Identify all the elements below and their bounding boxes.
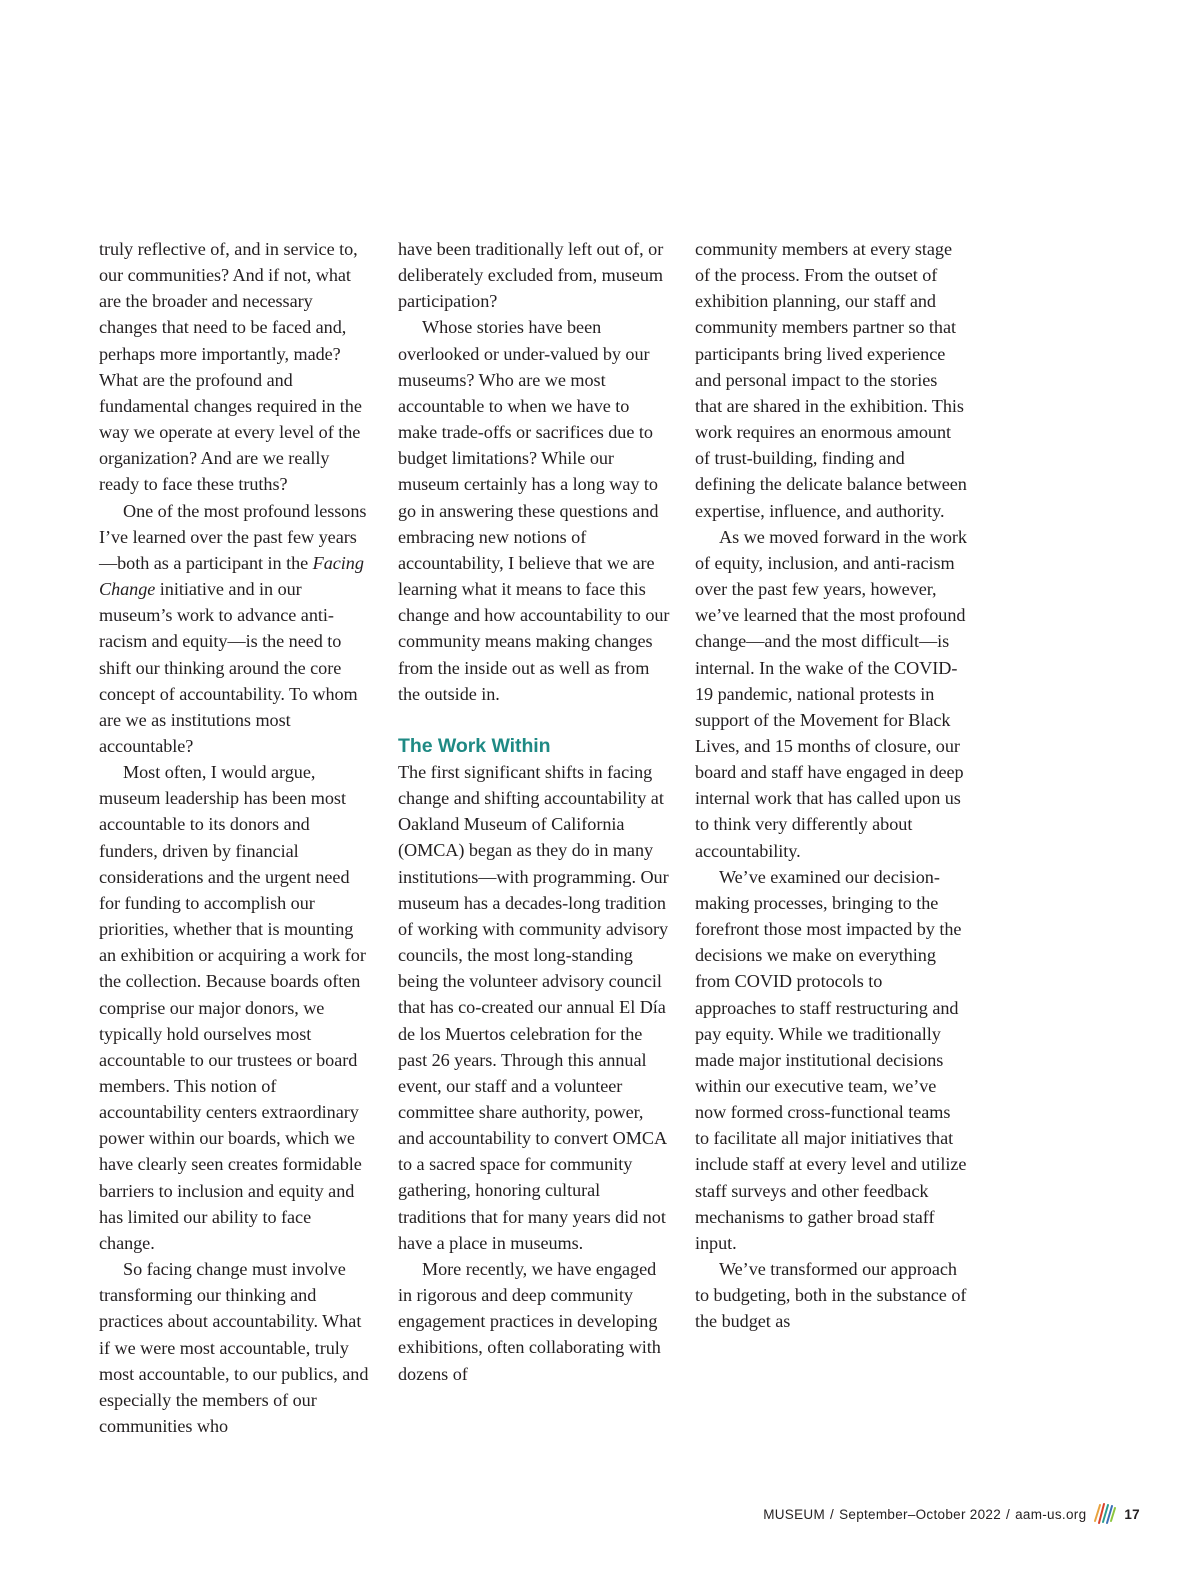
footer-separator: / [1006, 1506, 1011, 1522]
aam-stripes-logo-icon [1092, 1501, 1118, 1528]
website-link[interactable]: aam-us.org [1015, 1506, 1087, 1522]
page-number: 17 [1124, 1506, 1140, 1522]
paragraph: The first significant shifts in facing change and shifting accountability at Oakland Museum of California (OMCA) began as they do in many institutions—with programming. Our museum has a decades-long tradition of working with community advisory councils, the most long-standing being the volunteer advisory council that has co-created our annual El Día de los Muertos celebration for the past 26 years. Through this annual event, our staff and a volunteer committee share authority, power, and accountability to convert OMCA to a sacred space for community gathering, honoring cultural traditions that for many years did not have a place in museums. [398, 761, 669, 1253]
text-column-3 [695, 236, 967, 1335]
paragraph: We’ve transformed our approach to budgeting, both in the substance of the budget as [695, 1259, 967, 1332]
magazine-name: MUSEUM [763, 1506, 826, 1522]
paragraph: Most often, I would argue, museum leadership has been most accountable to its donors and funders, driven by financial considerations and the urgent need for funding to accomplish our priorities, whether that is mounting an exhibition or acquiring a work for the collection. Because boards often comprise our major donors, we typically hold ourselves most accountable to our trustees or board members. This notion of accountability centers extraordinary power within our boards, which we have clearly seen creates formidable barriers to inclusion and equity and has limited our ability to face change. [99, 762, 366, 1253]
paragraph: More recently, we have engaged in rigorous and deep community engagement practices in developing exhibitions, often collaborating with dozens of [398, 1258, 661, 1384]
text-column-2 [398, 236, 670, 1387]
paragraph: Whose stories have been overlooked or under-valued by our museums? Who are we most accountable to when we have to make trade-offs or sacrifices due to budget limitations? While our museum certainly has a long way to go in answering these questions and embracing new notions of accountability, I believe that we are learning what it means to face this change and how accountability to our community means making changes from the inside out as well as from the outside in. [398, 317, 670, 704]
paragraph: truly reflective of, and in service to, our communities? And if not, what are the broader and necessary changes that need to be faced and, perhaps more importantly, made? What are the profound and fundamental changes required in the way we operate at every level of the organization? And are we really ready to face these truths? [99, 239, 362, 495]
paragraph: have been traditionally left out of, or deliberately excluded from, museum participation? [398, 239, 664, 312]
section-heading: The Work Within [398, 734, 551, 757]
paragraph: So facing change must involve transforming our thinking and practices about accountability. What if we were most accountable, truly most accountable, to our publics, and especially the members of our communities who [99, 1259, 369, 1437]
paragraph: As we moved forward in the work of equity, inclusion, and anti-racism over the past few years, however, we’ve learned that the most profound change—and the most difficult—is internal. In the wake of the COVID-19 pandemic, national protests in support of the Movement for Black Lives, and 15 months of closure, our board and staff have engaged in deep internal work that has called upon us to think very differently about accountability. [695, 526, 967, 861]
issue-date: September–October 2022 [839, 1506, 1002, 1522]
paragraph: One of the most profound lessons I’ve learned over the past few years—both as a participant in the Facing Change initiative and in our museum’s work to advance anti-racism and equity—is the need to shift our thinking around the core concept of accountability. To whom are we as institutions most accountable? [99, 500, 367, 756]
italic-title: Facing Change [99, 552, 364, 600]
paragraph: We’ve examined our decision-making processes, bringing to the forefront those most impacted by the decisions we make on everything from COVID protocols to approaches to staff restructuring and pay equity. While we traditionally made major institutional decisions within our executive team, we’ve now formed cross-functional teams to facilitate all major initiatives that include staff at every level and utilize staff surveys and other feedback mechanisms to gather broad staff input. [695, 866, 967, 1253]
footer-separator: / [830, 1506, 835, 1522]
paragraph: community members at every stage of the process. From the outset of exhibition planning, our staff and community members partner so that participants bring lived experience and personal impact to the stories that are shared in the exhibition. This work requires an enormous amount of trust-building, finding and defining the delicate balance between expertise, influence, and authority. [695, 239, 967, 521]
text-column-1 [99, 236, 371, 1439]
page-footer [763, 1502, 1140, 1526]
